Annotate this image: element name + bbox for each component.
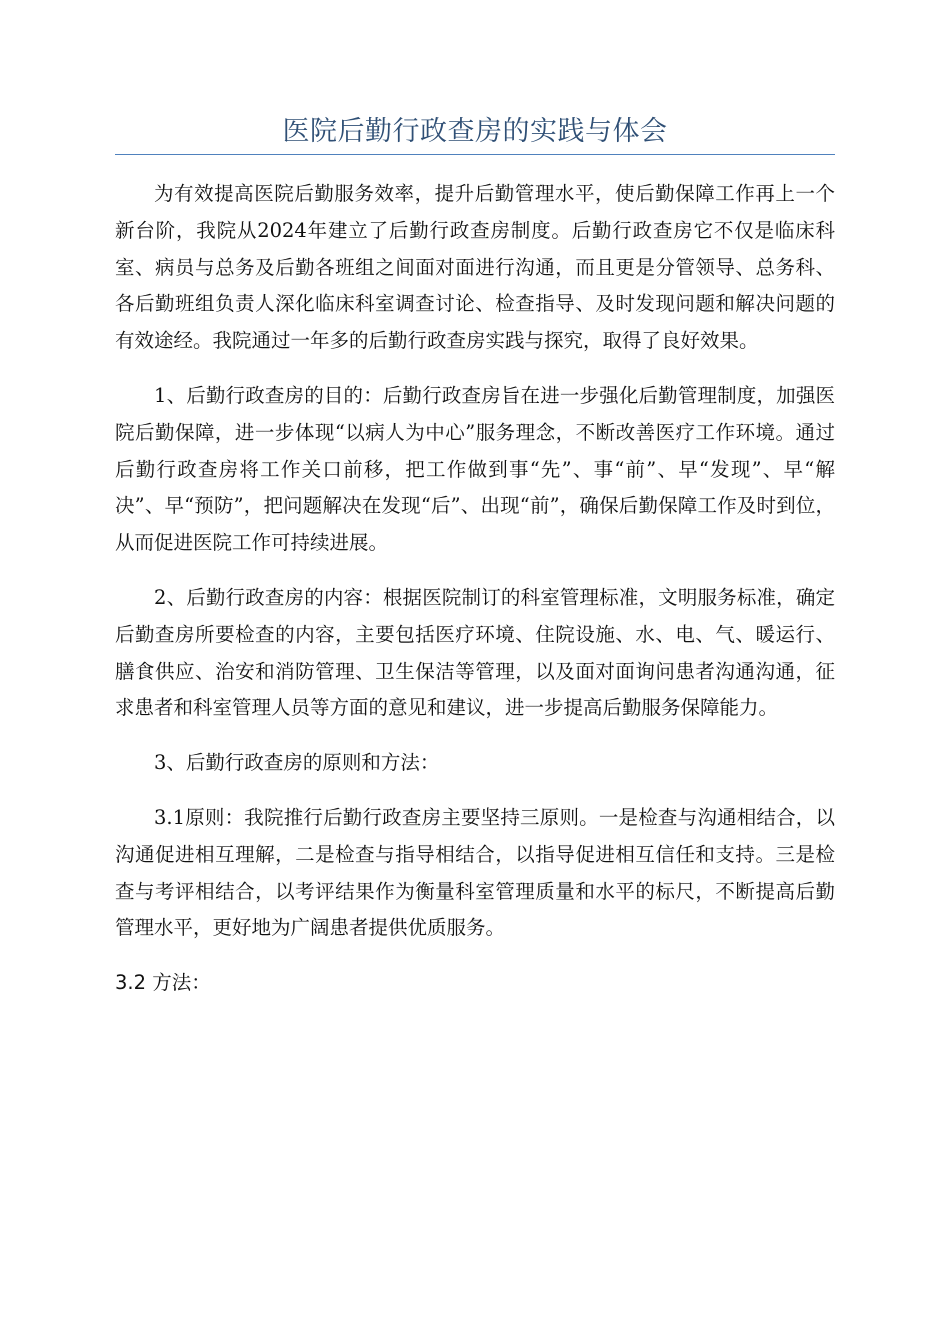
section-number: 3.2 xyxy=(115,971,147,995)
document-title: 医院后勤行政查房的实践与体会 xyxy=(282,116,668,147)
section-heading-methods xyxy=(115,965,835,1002)
paragraph-principles-heading: 3、后勤行政查房的原则和方法： xyxy=(154,751,440,775)
title-underline xyxy=(115,154,835,155)
paragraph-intro: 为有效提高医院后勤服务效率，提升后勤管理水平，使后勤保障工作再上一个新台阶，我院从2024年建立了后勤行政查房制度。后勤行政查房它不仅是临床科室、病员与总务及后勤各班组之间面对面进行沟通，而且更是分管领导、总务科、各后勤班组负责人深化临床科室调查讨论、检查指导、及时发现问题和解决问题的有效途经。我院通过一年多的后勤行政查房实践与探究，取得了良好效果。 xyxy=(115,182,835,353)
paragraph-content: 2、后勤行政查房的内容：根据医院制订的科室管理标准，文明服务标准，确定后勤查房所要检查的内容，主要包括医疗环境、住院设施、水、电、气、暖运行、膳食供应、治安和消防管理、卫生保洁等管理，以及面对面询问患者沟通沟通，征求患者和科室管理人员等方面的意见和建议，进一步提高后勤服务保障能力。 xyxy=(115,585,835,720)
document-body xyxy=(115,176,835,1020)
section-label: 方法： xyxy=(152,971,211,995)
paragraph-principles: 3.1原则：我院推行后勤行政查房主要坚持三原则。一是检查与沟通相结合，以沟通促进相互理解，二是检查与指导相结合，以指导促进相互信任和支持。三是检查与考评相结合，以考评结果作为衡量科室管理质量和水平的标尺，不断提高后勤管理水平，更好地为广阔患者提供优质服务。 xyxy=(115,805,835,940)
paragraph-purpose: 1、后勤行政查房的目的：后勤行政查房旨在进一步强化后勤管理制度，加强医院后勤保障，进一步体现“以病人为中心”服务理念，不断改善医疗工作环境。通过后勤行政查房将工作关口前移，把工作做到事“先”、事“前”、早“发现”、早“解决”、早“预防”，把问题解决在发现“后”、出现“前”，确保后勤保障工作及时到位，从而促进医院工作可持续进展。 xyxy=(115,383,835,555)
